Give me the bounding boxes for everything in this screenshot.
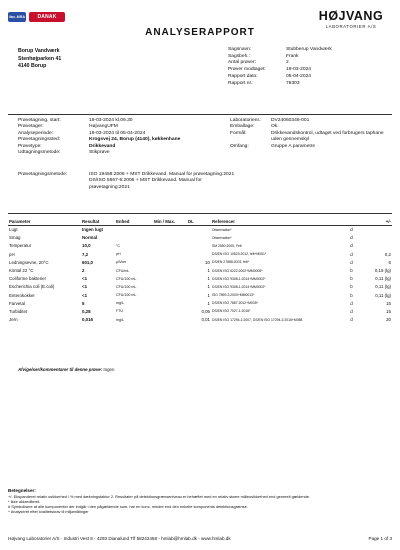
table-row [8,291,392,299]
reference-cell: DS/EN 27888:2003, felt* [212,260,249,265]
unit-cell: pH [116,252,121,257]
danak-logo: DANAK [29,12,65,22]
reference-cell: DS/EN ISO 17294-1:2007, DS/EN ISO 17294-2:2016+M088 [212,317,303,322]
table-row [8,242,392,250]
uncertainty-cell: 6 [388,259,391,265]
flag-cell: d [350,259,353,265]
sample-info-value: Drikkevand [89,143,116,149]
parameter-cell: Temperatur [9,243,32,249]
flag-cell: d [350,243,353,249]
case-info-value: Frank [286,53,299,59]
dl-cell: 10 [205,259,210,265]
unit-cell: µS/cm [116,260,127,265]
minmax-cell [153,250,187,258]
case-info-value: 2 [286,60,289,66]
minmax-cell [153,291,187,299]
parameter-cell: Coliforme bakterier [9,276,47,282]
unit-cell [115,226,153,234]
flag-cell: b [350,276,353,282]
flag-cell: d [350,317,353,323]
unit-cell: °C [116,243,121,248]
result-cell: 0,016 [82,317,93,323]
sample-info-right [230,118,391,150]
minmax-cell [153,226,187,234]
case-info [228,47,332,87]
report-title: ANALYSERAPPORT [145,27,255,38]
page-footer [8,536,392,541]
case-info-value: Stubberup Vandværk [286,47,332,52]
unit-cell: CFU/100 mL [116,276,137,281]
table-row [8,258,392,266]
minmax-cell [153,283,187,291]
uncertainty-cell: 15 [386,300,391,306]
sample-info-value: 19-03-2024 kl.09.30 [89,118,133,123]
reference-cell: Observation* [212,227,232,232]
sample-info-left [18,118,201,156]
col-result: Resultat [81,218,115,226]
sample-info-value: Drikkevandskontrol, udtaget ved forbrugers taphane uden gennemskyl [271,130,384,143]
divider [8,114,392,115]
case-info-row [228,81,332,88]
sample-info-value: Ok. [271,124,279,130]
case-info-value: 19-03-2024 [286,67,312,73]
sample-info-label: Prøvetager: [18,124,44,130]
minmax-cell [153,242,187,250]
table-row [8,250,392,258]
sample-info-label: Formål: [230,130,247,136]
sample-info-label: Prøvetagningssted: [18,137,61,143]
uncertainty-cell: 0,15 (lg) [374,268,391,274]
case-info-row [228,47,332,54]
dl-cell: 1 [207,284,210,290]
unit-cell: FTU [116,309,123,314]
case-info-value: 05-04-2024 [286,73,312,79]
reference-cell: DS/EN ISO 9308-1:2014+MM0002* [212,276,266,281]
unit-cell: CFU/mL [116,268,130,273]
flag-cell: d [350,308,353,314]
reference-cell: DS/EN ISO 6222:2002+MM0005* [212,268,263,273]
result-cell: 7,2 [82,251,89,257]
col-reference: Referencer [211,218,345,226]
col-parameter: Parameter [8,218,81,226]
flag-cell: d [350,251,353,257]
table-row [8,299,392,307]
unit-cell: mg/L [116,301,124,306]
brand-subtitle: LABORATORIER A/S [325,24,377,29]
minmax-cell [153,307,187,315]
parameter-cell: Turbiditet [9,308,28,314]
reference-cell: DS/EN ISO 9308-1:2014+MM0002* [212,284,266,289]
explanations-heading: Betegnelser: [8,488,36,493]
reference-cell: Observation* [212,235,232,240]
uncertainty-cell: 0,11 (lg) [375,276,391,282]
minmax-cell [153,299,187,307]
sample-info-value: Gruppe A parametre [271,143,316,149]
address-line: Borup Vandværk [18,48,60,54]
minmax-cell [153,258,187,266]
ilac-logo: ilac-MRA [8,12,26,22]
uncertainty-cell: 0,2 [384,251,391,257]
footer-contact: Højvang Laboratorier A/S · Industri Vest 8 - 4293 Dianalund Tlf 58242458 - hmlab@hmlab.dk - www.hmlab.dk [8,536,231,541]
case-info-value: 78303 [286,80,300,86]
sample-info-value: Krogsvej 24, Borup (4140), køkkenhane [89,137,181,143]
sample-info-value: HøjvangUFM [89,124,118,130]
unit-cell [115,234,153,242]
table-row [8,307,392,315]
uncertainty-cell [358,234,392,242]
parameter-cell: Escherichia coli (E.coli) [9,284,55,290]
col-flag [345,218,358,226]
unit-cell: CFU/100 mL [116,284,137,289]
brand-name: HØJVANG [318,9,384,23]
result-cell: <1 [82,292,88,298]
sample-info-row [18,150,201,156]
page-number: Page 1 of 3 [368,536,392,541]
dl-cell: 0,01 [201,317,210,323]
table-row [8,316,392,324]
sample-info-label: Omfang: [230,143,249,149]
flag-cell: d [350,300,353,306]
uncertainty-cell [358,226,392,234]
result-cell: 601,0 [82,259,93,265]
case-info-row [228,67,332,74]
dl-cell [187,234,211,242]
uncertainty-cell: 0,11 (lg) [375,284,391,290]
case-info-label: Antal prøver: [228,60,256,66]
deviation-label: Afvigelser/kommentarer til denne prøve: [18,367,103,372]
flag-cell: d [350,235,353,241]
uncertainty-cell: 0,11 (lg) [375,292,391,298]
uncertainty-cell [358,242,392,250]
results-table [8,218,392,324]
divider [8,213,392,214]
dl-cell [187,226,211,234]
col-unit: Enhed [115,218,153,226]
unit-cell: CFU/100 mL [116,293,137,298]
table-row [8,234,392,242]
deviation-note [18,367,114,372]
sample-info-row [230,144,391,150]
result-cell: Normal [82,235,98,241]
parameter-cell: Enterokokker [9,292,35,298]
parameter-cell: Kimtal 22 °C [9,268,34,274]
sampling-method [18,172,239,191]
flag-cell: b [350,292,353,298]
minmax-cell [153,316,187,324]
minmax-cell [153,234,187,242]
dl-cell: 1 [207,300,210,306]
flag-cell: b [350,268,353,274]
case-info-label: Rapport nr.: [228,80,254,86]
result-cell: <1 [82,284,88,290]
result-cell: 0,28 [82,308,91,314]
parameter-cell: Jern [9,317,18,323]
flag-cell: b [350,284,353,290]
explanation-line: * Ikke akkrediteret. [8,499,41,504]
sample-info-label: Udtagningsmetode: [18,150,61,156]
recipient-address [18,48,61,71]
reference-cell: DS/EN ISO 7027-1:2016* [212,309,251,314]
reference-cell: DS/EN ISO 10523:2012, felt+M051* [212,252,267,257]
case-info-row [228,74,332,81]
dl-cell: 1 [207,292,210,298]
unit-cell: mg/L [116,317,124,322]
address-line: Stenhøjparken 41 [18,55,62,62]
method-label: Prøvetagningsmetode: [18,172,68,177]
reference-cell: ISO 7899-2:2000+MM0013* [212,293,255,298]
result-cell: 2 [82,268,85,274]
explanation-line: +/- Ekspanderet relativ usikkerhed i % med dækningsfaktor 2. Resultater på detektionsgrænseniveau er behæftet med en relativ større måleusikkerhed end generelt gældende. [8,494,311,499]
table-row [8,226,392,234]
explanation-line: # Symbolisere at alle komponenter der indgår i den pågældende sum, har en konc. mindre end den enkelte komponents detektionsgrænse. [8,504,248,509]
sample-info-label: Emballage: [230,124,255,130]
address-line: 4140 Borup [18,63,47,70]
deviation-value: Ingen [103,367,115,372]
table-header-row [8,218,392,226]
dl-cell: 1 [207,276,210,282]
case-info-label: Rapport dato: [228,73,258,79]
dl-cell [187,242,211,250]
minmax-cell [153,275,187,283]
case-info-label: Prøver modtaget: [228,67,266,73]
result-cell: <1 [82,276,88,282]
hojvang-logo [310,9,392,29]
result-cell: 10,0 [82,243,91,249]
explanations [8,488,393,514]
sample-info-value: 19-03-2024 til 05-04-2024 [89,130,146,136]
case-info-label: Sagsbeh.: [228,53,251,59]
result-cell: Ingen lugt [82,227,103,233]
uncertainty-cell: 20 [386,317,391,323]
parameter-cell: pH [9,251,15,257]
reference-cell: SM 2550:2005, Felt [212,243,242,248]
table-row [8,275,392,283]
parameter-cell: Ledningsevne, 20°C [9,259,49,265]
method-value: ISO 19458:2006 + MST Drikkevand. Manual for prøvetagning:2021 DS/ISO 5667-5:2006 + MST Drikkevand. Manual for prøvetagning:2021 [89,172,235,190]
dl-cell [187,250,211,258]
dl-cell: 0,05 [201,308,210,314]
col-uncertainty: +/- [358,218,392,226]
reference-cell: DS/EN ISO 7887:2012+M035* [212,301,258,306]
sample-info-label: Prøvetype: [18,143,42,149]
col-minmax: Min / Max. [153,218,187,226]
minmax-cell [153,266,187,274]
result-cell: 5 [82,300,85,306]
table-row [8,266,392,274]
sample-info-label: Prøvetagning, start: [18,118,61,123]
parameter-cell: Smag [9,235,21,241]
explanation-line: ^ Analyseret efter kvalitetskrav til miljømålinger [8,509,89,514]
parameter-cell: Lugt [9,227,18,233]
col-dl: DL [187,218,211,226]
sample-info-value: DV24060346-001 [271,118,310,123]
sample-info-label: Analyseperiode: [18,130,54,136]
case-info-label: Sagsnavn: [228,47,252,52]
sample-info-row [230,131,391,144]
uncertainty-cell: 15 [386,308,391,314]
flag-cell: d [350,227,353,233]
sample-info-value: Stikprøve [89,150,110,156]
parameter-cell: Farvetal [9,300,25,306]
dl-cell: 1 [207,268,210,274]
logo-ilac [8,12,65,22]
table-row [8,283,392,291]
sample-info-label: Laboratorienr.: [230,118,262,123]
